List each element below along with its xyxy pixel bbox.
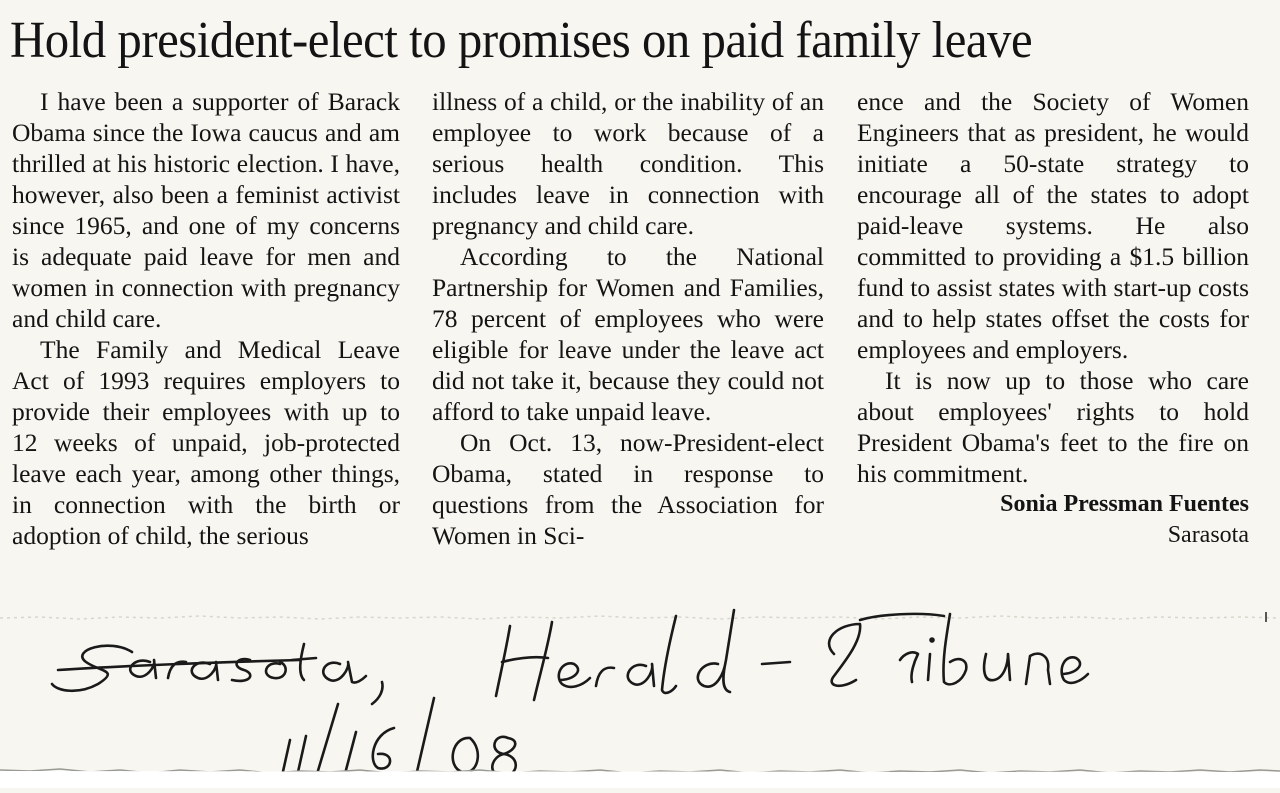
article-column-2 xyxy=(432,86,824,551)
paragraph: I have been a supporter of Barack Obama since the Iowa caucus and am thrilled at his historic election. I have, however, also been a feminist activist since 1965, and one of my concerns is adequate paid leave for men and women in connection with pregnancy and child care. xyxy=(12,87,400,333)
paragraph: ence and the Society of Women Engineers that as president, he would initiate a 50-state strategy to encourage all of the states to adopt paid-leave systems. He also committed to providing a $1.5 billion fund to assist states with start-up costs and to help states offset the costs for employees and employers. xyxy=(857,87,1249,364)
paragraph: It is now up to those who care about employees' rights to hold President Obama's feet to the fire on his commitment. xyxy=(857,366,1249,488)
handwritten-date: 11/16/08 xyxy=(0,600,57,617)
paragraph: On Oct. 13, now-President-elect Obama, stated in response to questions from the Association for Women in Sci- xyxy=(432,428,824,550)
paragraph: illness of a child, or the inability of an employee to work because of a serious health condition. This includes leave in connection with pregnancy and child care. xyxy=(432,87,824,240)
torn-bottom-edge xyxy=(0,758,1280,788)
author-location: Sarasota xyxy=(1167,522,1249,548)
article-column-1 xyxy=(12,86,400,551)
handwritten-source: Sarasota Herald-Tribune xyxy=(0,600,158,617)
paragraph: According to the National Partnership for Women and Families, 78 percent of employees who were eligible for leave under the leave act did not take it, because they could not afford to take unpaid leave. xyxy=(432,242,824,426)
author-name: Sonia Pressman Fuentes xyxy=(1000,491,1249,517)
headline: Hold president-elect to promises on paid family leave xyxy=(10,12,1033,69)
article-column-3 xyxy=(857,86,1249,551)
paragraph: The Family and Medical Leave Act of 1993 requires employers to provide their employees with up to 12 weeks of unpaid, job-protected leave each year, among other things, in connection with the birth or adoption of child, the serious xyxy=(12,335,400,550)
